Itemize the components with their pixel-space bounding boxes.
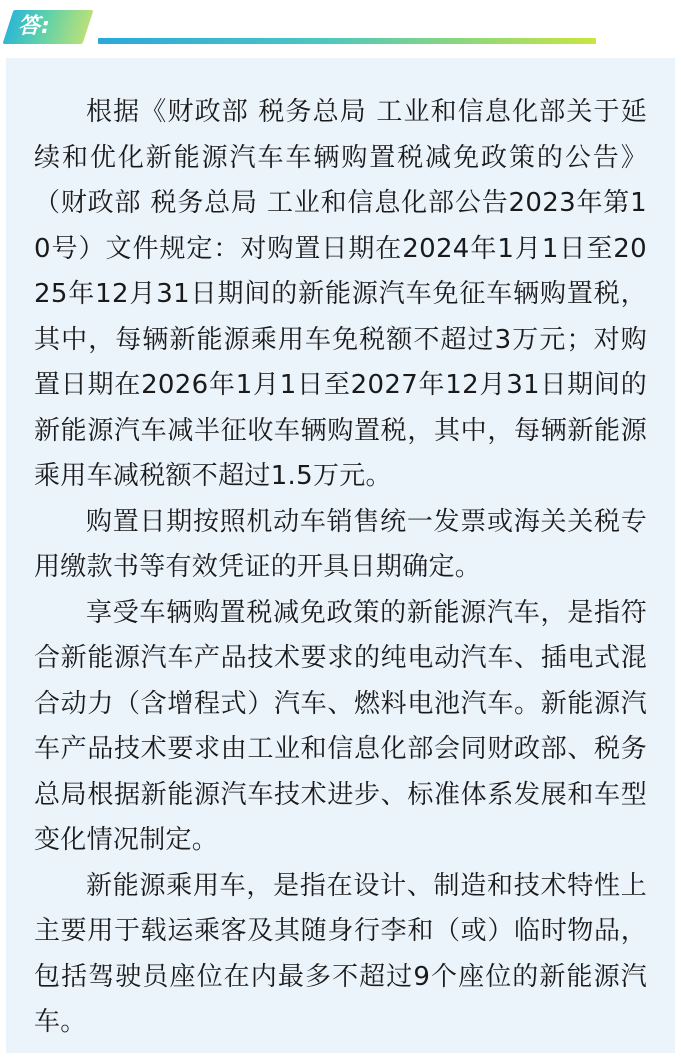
answer-paragraph-2: 购置日期按照机动车销售统一发票或海关关税专用缴款书等有效凭证的开具日期确定。 [34,506,647,582]
answer-tag-label: 答: [18,14,51,39]
answer-paragraph-3: 享受车辆购置税减免政策的新能源汽车，是指符合新能源汽车产品技术要求的纯电动汽车、插电式混合动力（含增程式）汽车、燃料电池汽车。新能源汽车产品技术要求由工业和信息化部会同财政部、税务总局根据新能源汽车技术进步、标准体系发展和车型变化情况制定。 [34,597,647,855]
header-gradient-rule [98,38,596,44]
answer-paragraph-1: 根据《财政部 税务总局 工业和信息化部关于延续和优化新能源汽车车辆购置税减免政策的公告》（财政部 税务总局 工业和信息化部公告2023年第10号）文件规定：对购置日期在2024年1月1日至2025年12月31日期间的新能源汽车免征车辆购置税，其中，每辆新能源乘用车免税额不超过3万元；对购置日期在2026年1月1日至2027年12月31日期间的新能源汽车减半征收车辆购置税，其中，每辆新能源乘用车减税额不超过1.5万元。 [34,97,647,491]
answer-panel [6,58,675,1053]
answer-header [0,0,681,52]
answer-paragraph-4: 新能源乘用车，是指在设计、制造和技术特性上主要用于载运乘客及其随身行李和（或）临时物品，包括驾驶员座位在内最多不超过9个座位的新能源汽车。 [34,870,647,1037]
